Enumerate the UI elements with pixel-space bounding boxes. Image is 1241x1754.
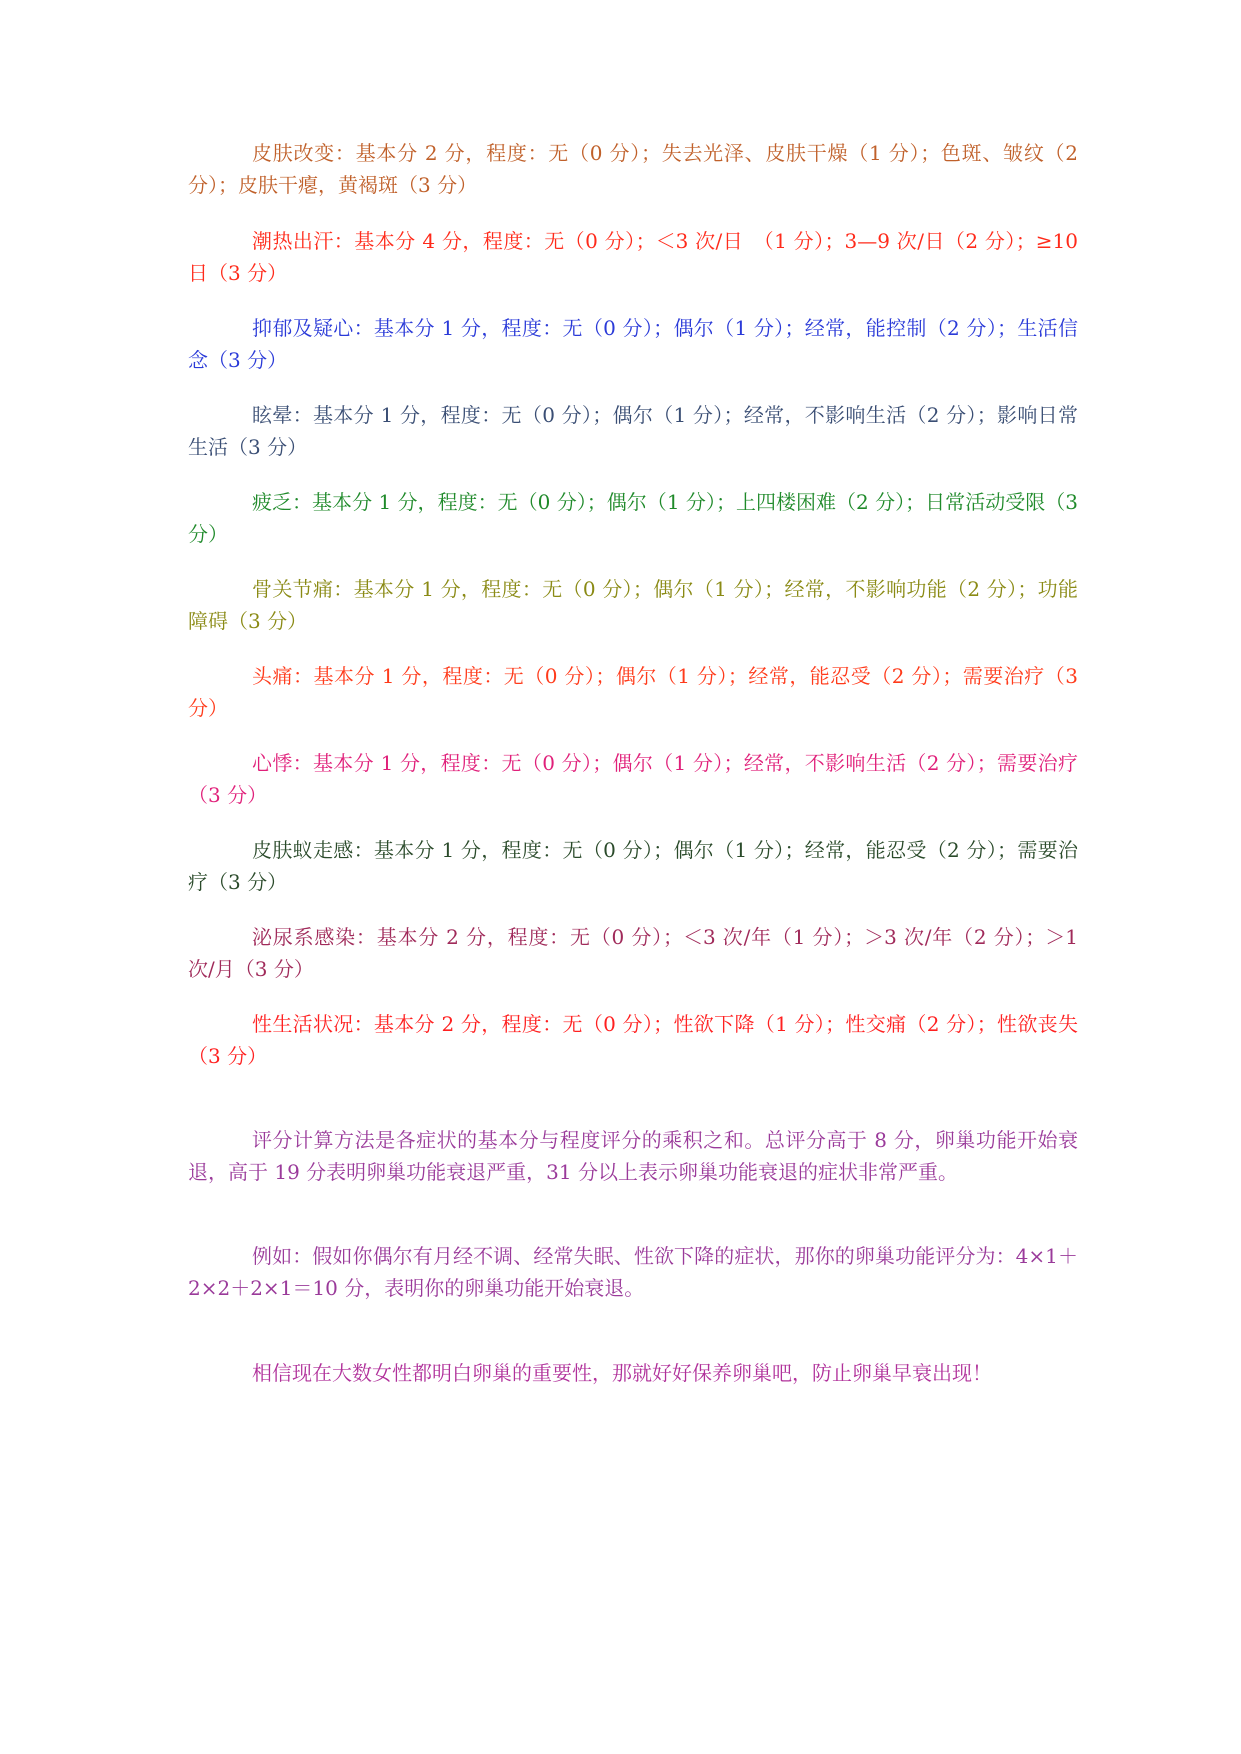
paragraph-urinary-infection: 泌尿系感染：基本分 2 分，程度：无（0 分）；＜3 次/年（1 分）；＞3 次/年（2 分）；＞1 次/月（3 分）	[188, 925, 1078, 981]
paragraph-headache: 头痛：基本分 1 分，程度：无（0 分）；偶尔（1 分）；经常，能忍受（2 分）；需要治疗（3 分）	[188, 664, 1078, 720]
paragraph-conclusion: 相信现在大数女性都明白卵巢的重要性，那就好好保养卵巢吧，防止卵巢早衰出现！	[252, 1361, 992, 1385]
paragraph-formication: 皮肤蚁走感：基本分 1 分，程度：无（0 分）；偶尔（1 分）；经常，能忍受（2 分）；需要治疗（3 分）	[188, 838, 1078, 894]
paragraph-depression: 抑郁及疑心：基本分 1 分，程度：无（0 分）；偶尔（1 分）；经常，能控制（2 分）；生活信念（3 分）	[188, 316, 1078, 372]
paragraph-scoring-method: 评分计算方法是各症状的基本分与程度评分的乘积之和。总评分高于 8 分，卵巢功能开始衰退，高于 19 分表明卵巢功能衰退严重，31 分以上表示卵巢功能衰退的症状非常严重。	[188, 1128, 1078, 1184]
paragraph-dizziness: 眩晕：基本分 1 分，程度：无（0 分）；偶尔（1 分）；经常，不影响生活（2 分）；影响日常生活（3 分）	[188, 403, 1078, 459]
paragraph-example: 例如：假如你偶尔有月经不调、经常失眠、性欲下降的症状，那你的卵巢功能评分为：4×1＋2×2＋2×1＝10 分，表明你的卵巢功能开始衰退。	[188, 1244, 1078, 1300]
paragraph-joint-pain: 骨关节痛：基本分 1 分，程度：无（0 分）；偶尔（1 分）；经常，不影响功能（2 分）；功能障碍（3 分）	[188, 577, 1078, 633]
paragraph-hot-flash: 潮热出汗：基本分 4 分，程度：无（0 分）；＜3 次/日 （1 分）；3—9 次/日（2 分）；≥10 日（3 分）	[188, 229, 1078, 285]
paragraph-palpitation: 心悸：基本分 1 分，程度：无（0 分）；偶尔（1 分）；经常，不影响生活（2 分）；需要治疗（3 分）	[188, 751, 1078, 807]
paragraph-sexual-life: 性生活状况：基本分 2 分，程度：无（0 分）；性欲下降（1 分）；性交痛（2 分）；性欲丧失（3 分）	[188, 1012, 1078, 1068]
paragraph-fatigue: 疲乏：基本分 1 分，程度：无（0 分）；偶尔（1 分）；上四楼困难（2 分）；日常活动受限（3 分）	[188, 490, 1078, 546]
paragraph-skin-change: 皮肤改变：基本分 2 分，程度：无（0 分）；失去光泽、皮肤干燥（1 分）；色斑、皱纹（2 分）；皮肤干瘪，黄褐斑（3 分）	[188, 141, 1078, 197]
